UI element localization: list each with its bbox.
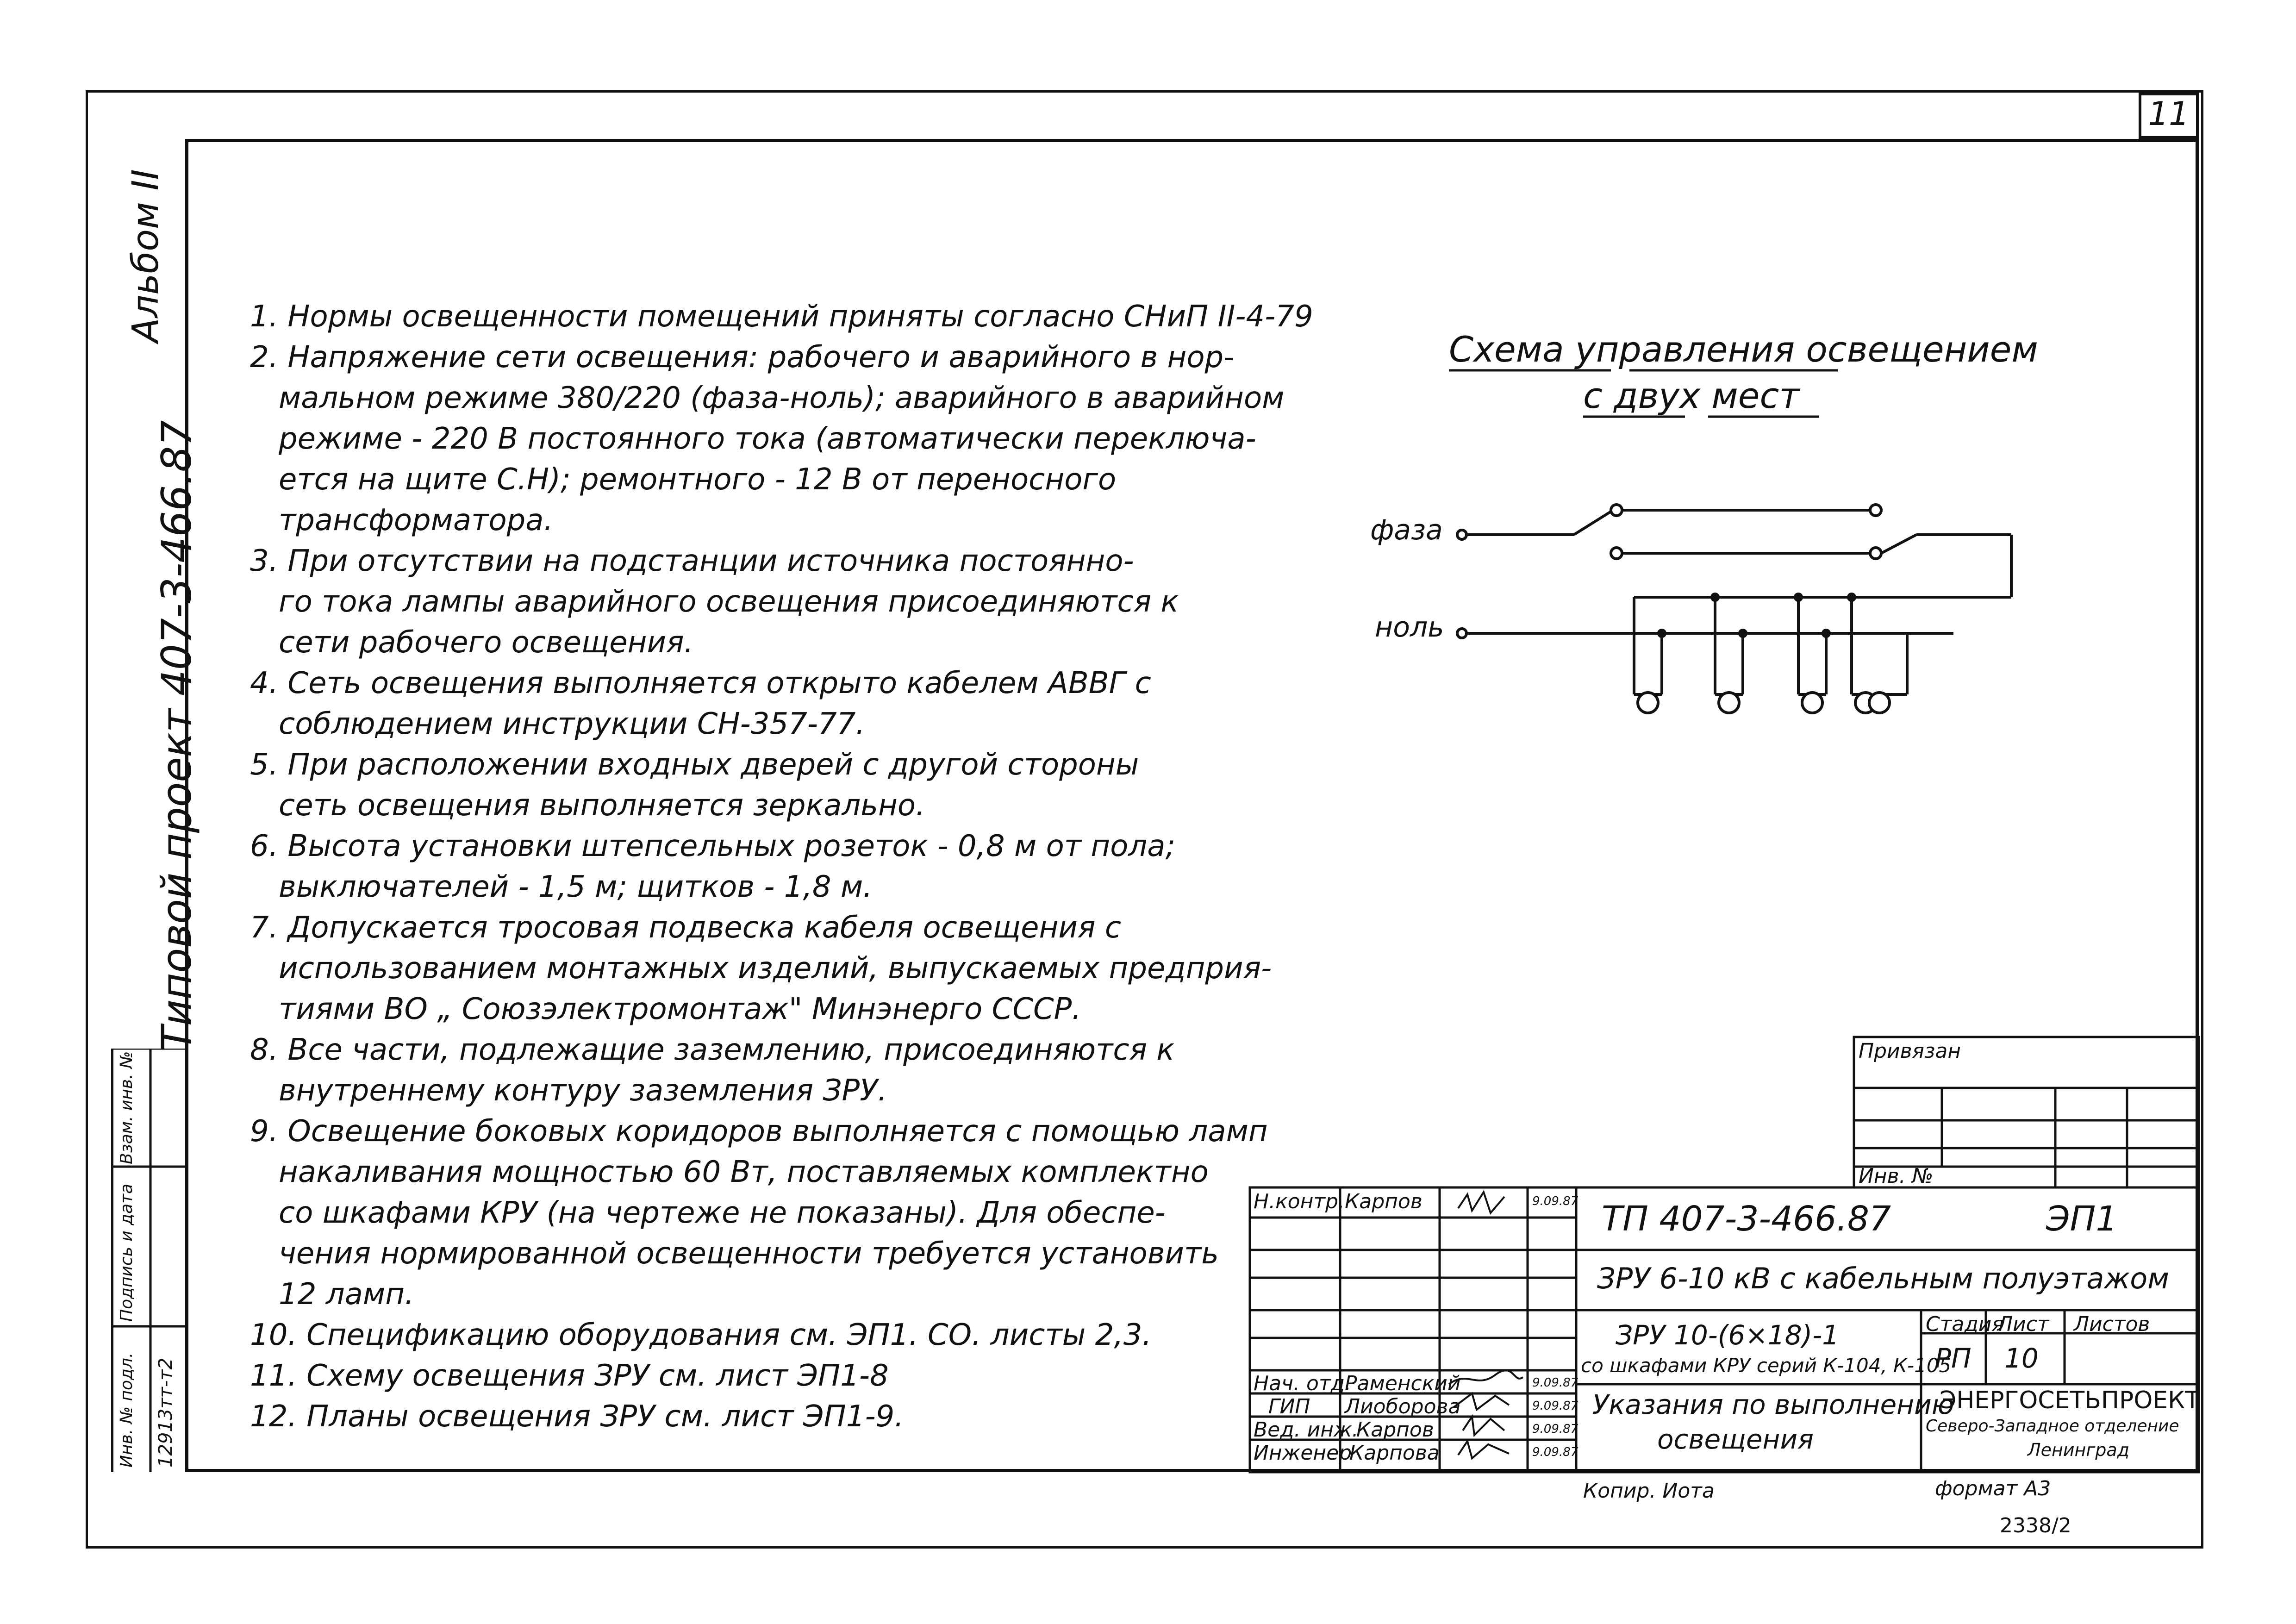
role-n-kontr: Н.контр. <box>1254 1190 1345 1213</box>
note-line: 5. При расположении входных дверей с другой стороны <box>250 748 1139 782</box>
note-line: режиме - 220 В постоянного тока (автоматически переключа- <box>279 422 1256 456</box>
doc-code: ТП 407-3-466.87 <box>1602 1199 1891 1239</box>
note-line: 6. Высота установки штепсельных розеток - 0,8 м от пола; <box>250 829 1176 863</box>
note-line: со шкафами КРУ (на чертеже не показаны). Для обеспе- <box>279 1196 1166 1230</box>
sheet-title-line1: Указания по выполнению <box>1592 1389 1954 1420</box>
note-line: сеть освещения выполняется зеркально. <box>279 788 925 823</box>
date-nach-otd: 9.09.87 <box>1532 1376 1578 1390</box>
role-gip: ГИП <box>1268 1395 1310 1418</box>
scheme-subtitle: с двух мест <box>1583 375 1800 416</box>
scheme-title: Схема управления освещением <box>1449 329 2038 370</box>
name-nach-otd: Раменский <box>1345 1372 1461 1395</box>
project-title: ЗРУ 6-10 кВ с кабельным полуэтажом <box>1597 1262 2169 1295</box>
sheet-number: 11 <box>2148 95 2190 133</box>
album-label: Альбом II <box>125 169 167 343</box>
note-line: выключателей - 1,5 м; щитков - 1,8 м. <box>279 870 873 904</box>
subtitle-line2: со шкафами КРУ серий К-104, К-105 <box>1581 1354 1952 1377</box>
note-line: 12. Планы освещения ЗРУ см. лист ЭП1-9. <box>250 1399 904 1434</box>
note-line: 7. Допускается тросовая подвеска кабеля освещения с <box>250 911 1121 945</box>
stage-label: Стадия <box>1926 1312 2004 1336</box>
note-line: соблюдением инструкции СН-357-77. <box>279 707 865 741</box>
note-line: использованием монтажных изделий, выпускаемых предприя- <box>279 951 1272 986</box>
note-line: накаливания мощностью 60 Вт, поставляемых комплектно <box>279 1155 1209 1189</box>
name-n-kontr: Карпов <box>1345 1190 1423 1213</box>
note-line: 12 ламп. <box>279 1277 414 1312</box>
note-line: 2. Напряжение сети освещения: рабочего и аварийного в нор- <box>250 340 1235 375</box>
role-inzhener: Инженер <box>1254 1441 1352 1465</box>
date-ved-inzh: 9.09.87 <box>1532 1422 1578 1436</box>
stamp-header-signature: Подпись и дата <box>117 1183 136 1322</box>
note-line: ется на щите С.Н); ремонтного - 12 В от переносного <box>279 462 1117 497</box>
role-nach-otd: Нач. отд. <box>1254 1372 1351 1395</box>
note-line: тиями ВО „ Союзэлектромонтаж" Минэнерго СССР. <box>279 992 1081 1026</box>
phase-label: фаза <box>1370 514 1443 546</box>
bound-label: Привязан <box>1859 1039 1961 1063</box>
name-ved-inzh: Карпов <box>1356 1418 1434 1442</box>
date-gip: 9.09.87 <box>1532 1399 1578 1413</box>
stamp-inv-number: 12913тт-т2 <box>155 1357 176 1468</box>
note-line: мальном режиме 380/220 (фаза-ноль); аварийного в аварийном <box>279 381 1285 415</box>
subtitle-line1: ЗРУ 10-(6×18)-1 <box>1616 1319 1840 1351</box>
note-line: го тока лампы аварийного освещения присоединяются к <box>279 585 1179 619</box>
sheet-label: Лист <box>1997 1312 2049 1336</box>
signatures <box>1440 1187 1528 1472</box>
format-label: формат А3 <box>1935 1477 2051 1500</box>
note-line: 10. Спецификацию оборудования см. ЭП1. СО. листы 2,3. <box>250 1318 1152 1352</box>
neutral-label: ноль <box>1375 611 1444 643</box>
org-city: Ленинград <box>2028 1440 2129 1460</box>
stamp-header-original-inv: Инв. № подл. <box>117 1352 136 1468</box>
name-gip: Лиоборова <box>1345 1395 1461 1418</box>
note-line: 3. При отсутствии на подстанции источника постоянно- <box>250 544 1134 578</box>
org-name: ЭНЕРГОСЕТЬПРОЕКТ <box>1940 1387 2200 1414</box>
archive-number: 2338/2 <box>2000 1514 2071 1537</box>
role-ved-inzh: Вед. инж. <box>1254 1418 1359 1442</box>
name-inzhener: Карпова <box>1349 1441 1440 1465</box>
date-inzhener: 9.09.87 <box>1532 1445 1578 1459</box>
note-line: внутреннему контуру заземления ЗРУ. <box>279 1074 887 1108</box>
doc-mark: ЭП1 <box>2046 1199 2118 1239</box>
stamp-header-replaced-inv: Взам. инв. № <box>117 1051 136 1164</box>
note-line: 1. Нормы освещенности помещений приняты согласно СНиП II-4-79 <box>250 300 1313 334</box>
stage-value: РП <box>1935 1343 1972 1374</box>
note-line: 9. Освещение боковых коридоров выполняется с помощью ламп <box>250 1114 1268 1149</box>
project-label: Типовой проект 407-3-466.87 <box>153 420 200 1051</box>
note-line: сети рабочего освещения. <box>279 625 693 660</box>
note-line: 8. Все части, подлежащие заземлению, присоединяются к <box>250 1033 1175 1067</box>
note-line: чения нормированной освещенности требуется установить <box>279 1237 1219 1271</box>
sheet-value: 10 <box>2004 1343 2039 1374</box>
note-line: трансформатора. <box>279 503 553 537</box>
note-line: 11. Схему освещения ЗРУ см. лист ЭП1-8 <box>250 1359 889 1393</box>
date-n-kontr: 9.09.87 <box>1532 1194 1578 1208</box>
inv-label: Инв. № <box>1859 1164 1934 1188</box>
sheets-label: Листов <box>2074 1312 2150 1336</box>
copied-label: Копир. Иота <box>1583 1479 1715 1503</box>
note-line: 4. Сеть освещения выполняется открыто кабелем АВВГ с <box>250 666 1151 700</box>
org-branch: Северо-Западное отделение <box>1926 1417 2179 1436</box>
sheet-title-line2: освещения <box>1657 1424 1814 1455</box>
